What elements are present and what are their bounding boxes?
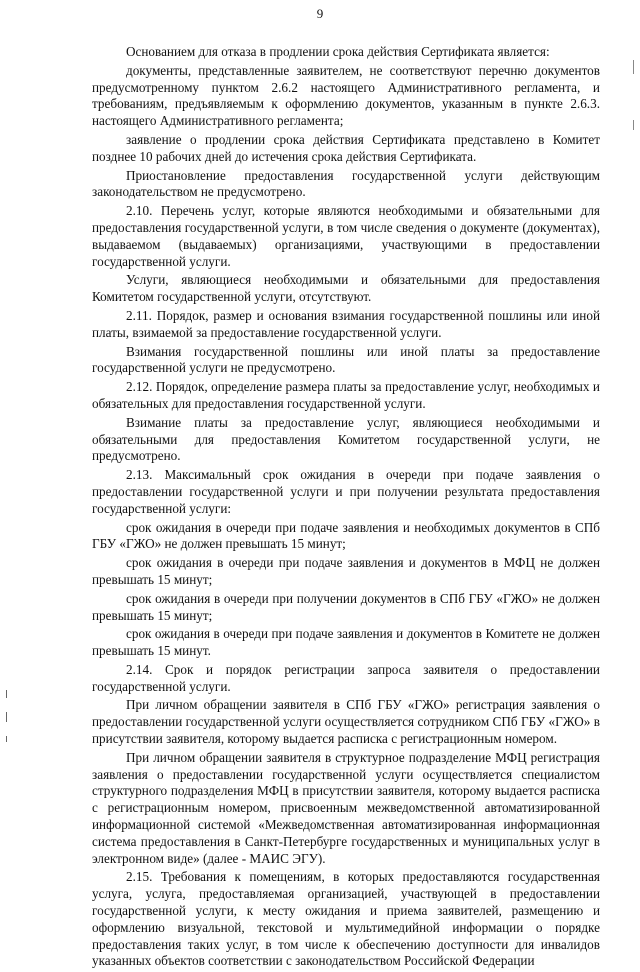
paragraph: срок ожидания в очереди при получении документов в СПб ГБУ «ГЖО» не должен превышать 15 минут; (92, 590, 600, 623)
paragraph: документы, представленные заявителем, не соответствуют перечню документов предусмотренному пунктом 2.6.2 настоящего Административного регламента, и требованиям, предъявляемым к оформлению документов, указанным в пункте 2.6.3. настоящего Административного регламента; (92, 62, 600, 129)
paragraph: 2.15. Требования к помещениям, в которых предоставляются государственная услуга, услуга, предоставляемая организацией, участвующей в предоставлении государственной услуги, к месту ожидания и приема заявителей, размещению и оформлению визуальной, текстовой и мультимедийной информации о порядке предоставления таких услуг, в том числе к обеспечению доступности для инвалидов указанных объектов соответствии с законодательством Российской Федерации (92, 869, 600, 969)
document-body (92, 44, 600, 972)
paragraph: Взимание платы за предоставление услуг, являющиеся необходимыми и обязательными для предоставления Комитетом государственной услуги, не предусмотрено. (92, 414, 600, 464)
scan-edge-mark (6, 736, 7, 742)
paragraph: Услуги, являющиеся необходимыми и обязательными для предоставления Комитетом государственной услуги, отсутствуют. (92, 272, 600, 305)
paragraph: срок ожидания в очереди при подаче заявления и необходимых документов в СПб ГБУ «ГЖО» не должен превышать 15 минут; (92, 519, 600, 552)
paragraph: При личном обращении заявителя в структурное подразделение МФЦ регистрация заявления о предоставлении государственной услуги осуществляется специалистом структурного подразделения МФЦ в присутствии заявителя, которому выдается расписка с регистрационным номером, присвоенным межведомственной автоматизированной информационной системой «Межведомственная автоматизированная информационная система предоставления в Санкт-Петербурге государственных и муниципальных услуг в электронном виде» (далее - МАИС ЭГУ). (92, 749, 600, 866)
paragraph: Приостановление предоставления государственной услуги действующим законодательством не предусмотрено. (92, 167, 600, 200)
paragraph: 2.13. Максимальный срок ожидания в очереди при подаче заявления о предоставлении государственной услуги и при получении результата предоставления государственной услуги: (92, 467, 600, 516)
page-number: 9 (316, 6, 324, 21)
paragraph: срок ожидания в очереди при подаче заявления и документов в МФЦ не должен превышать 15 минут; (92, 555, 600, 587)
paragraph: заявление о продлении срока действия Сертификата представлено в Комитет позднее 10 рабочих дней до истечения срока действия Сертификата. (92, 131, 600, 164)
paragraph: Основанием для отказа в продлении срока действия Сертификата является: (126, 44, 550, 59)
scan-edge-mark (6, 690, 7, 698)
paragraph: 2.11. Порядок, размер и основания взимания государственной пошлины или иной платы, взимаемой за предоставление государственной услуги. (92, 307, 600, 340)
paragraph: 2.14. Срок и порядок регистрации запроса заявителя о предоставлении государственной услуги. (92, 661, 600, 694)
paragraph: срок ожидания в очереди при подаче заявления и документов в Комитете не должен превышать 15 минут. (92, 626, 600, 659)
paragraph: При личном обращении заявителя в СПб ГБУ «ГЖО» регистрация заявления о предоставлении государственной услуги осуществляется сотрудником СПб ГБУ «ГЖО» в присутствии заявителя, которому выдается расписка с регистрационным номером. (92, 697, 600, 747)
scan-edge-mark (633, 120, 634, 130)
paragraph: Взимания государственной пошлины или иной платы за предоставление государственной услуги не предусмотрено. (92, 343, 600, 376)
scan-edge-mark (6, 712, 7, 722)
paragraph: 2.10. Перечень услуг, которые являются необходимыми и обязательными для предоставления государственной услуги, в том числе сведения о документе (документах), выдаваемом (выдаваемых) организациями, участвующими в предоставлении государственной услуги. (92, 203, 600, 269)
paragraph: 2.12. Порядок, определение размера платы за предоставление услуг, необходимых и обязательных для предоставления государственной услуги. (92, 379, 600, 411)
scan-edge-mark (633, 60, 634, 74)
